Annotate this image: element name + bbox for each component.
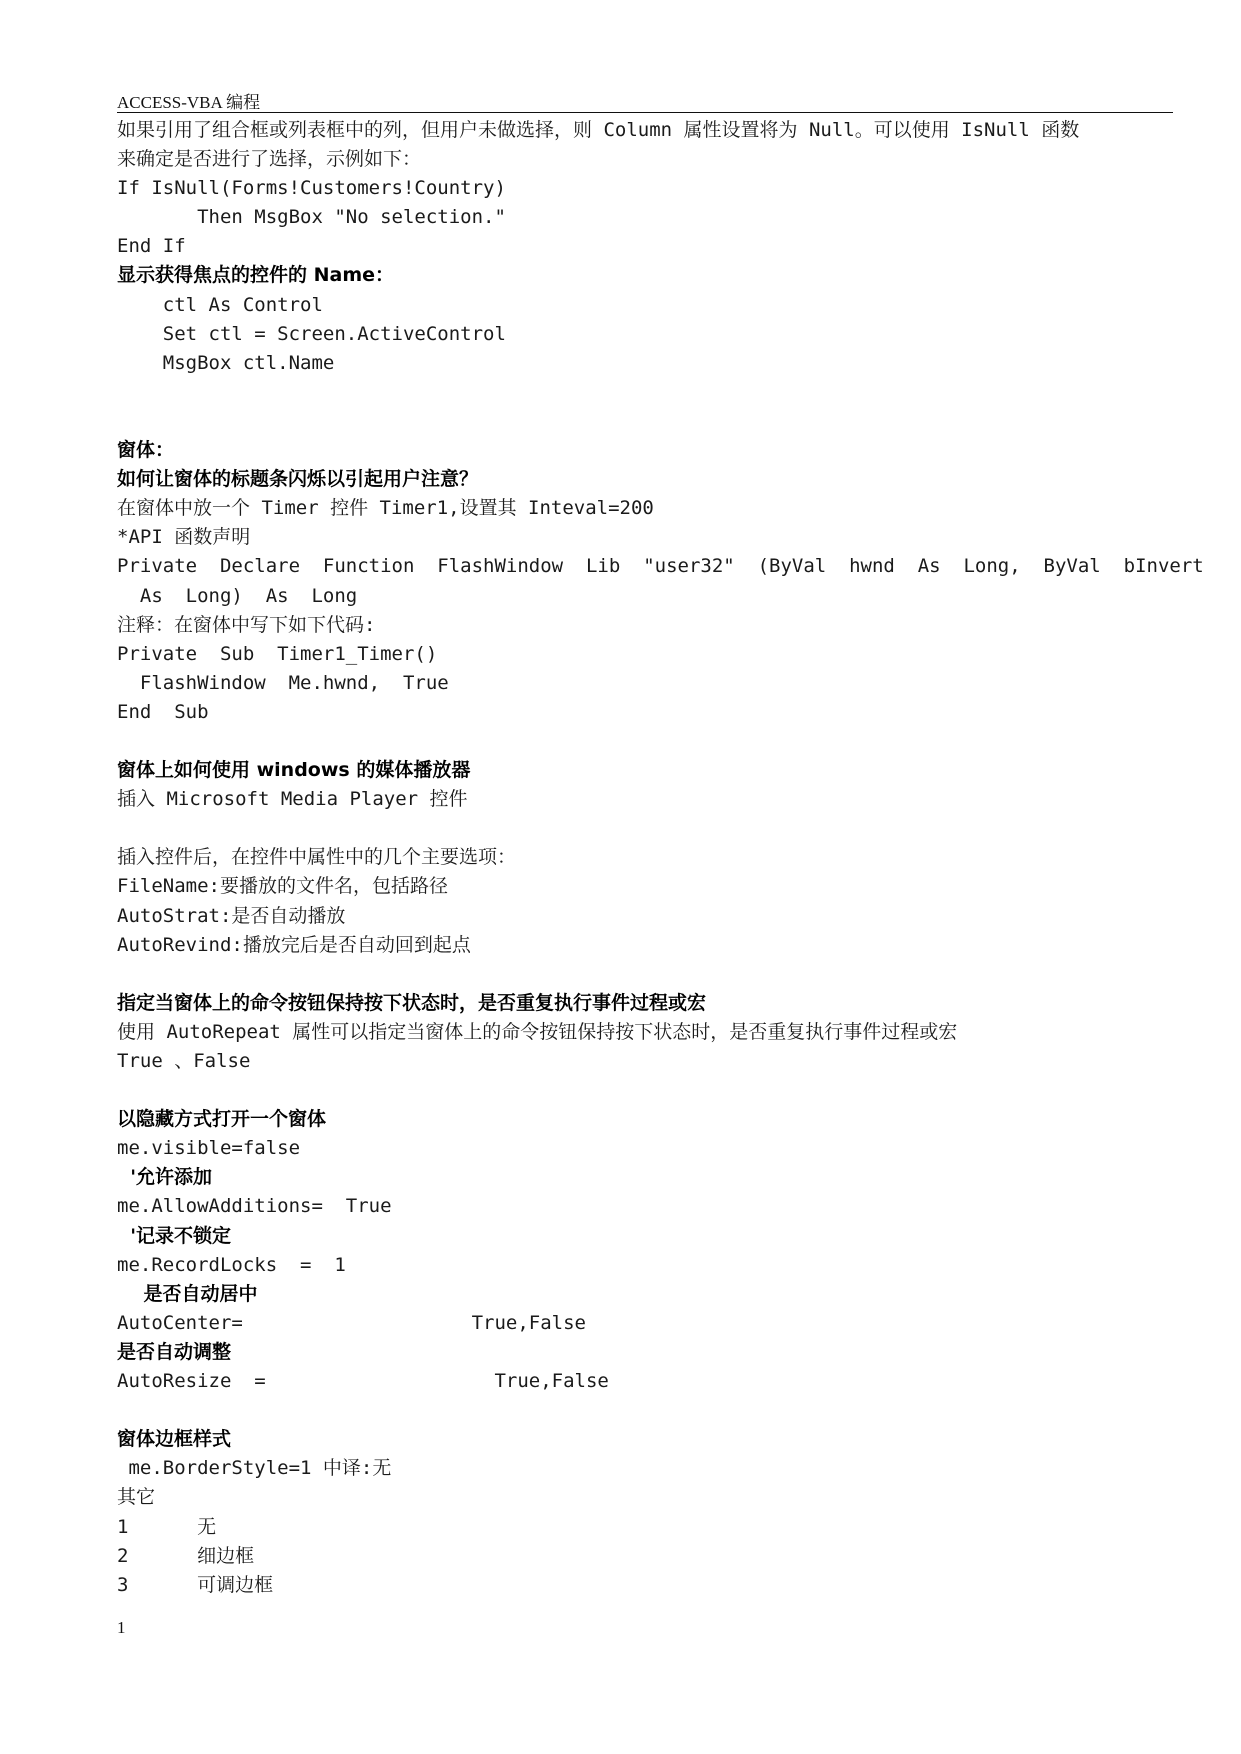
section-heading: 是否自动居中 (117, 1282, 258, 1305)
section-heading: 如何让窗体的标题条闪烁以引起用户注意？ (117, 468, 479, 491)
code-line: FlashWindow Me.hwnd, True (117, 671, 449, 694)
header-rule (117, 112, 1173, 113)
code-line: ctl As Control (117, 293, 323, 316)
text-line: 如果引用了组合框或列表框中的列，但用户未做选择，则 Column 属性设置将为 Null。可以使用 IsNull 函数 (117, 119, 1080, 141)
code-line: me.visible=false (117, 1137, 301, 1160)
section-heading: 窗体： (117, 439, 175, 462)
code-line: MsgBox ctl.Name (117, 351, 335, 374)
text-line: 使用 AutoRepeat 属性可以指定当窗体上的命令按钮保持按下状态时，是否重复执行事件过程或宏 (117, 1020, 958, 1043)
text-line: 其它 (117, 1486, 156, 1509)
page-header: ACCESS-VBA 编程 (117, 93, 261, 112)
section-heading: 指定当窗体上的命令按钮保持按下状态时，是否重复执行事件过程或宏 (117, 991, 707, 1014)
text-line: 3 可调边框 (117, 1573, 274, 1596)
code-line: End If (117, 235, 186, 258)
text-line: 来确定是否进行了选择，示例如下： (117, 148, 422, 171)
text-line: AutoStrat:是否自动播放 (117, 904, 346, 927)
text-line: True 、False (117, 1050, 251, 1072)
section-heading: 窗体上如何使用 windows 的媒体播放器 (117, 759, 471, 782)
text-line: FileName:要播放的文件名，包括路径 (117, 875, 448, 898)
text-line: 1 无 (117, 1515, 217, 1538)
text-line: 注释：在窗体中写下如下代码: (117, 613, 376, 636)
text-line: *API 函数声明 (117, 526, 251, 549)
code-line: me.AllowAdditions= True (117, 1195, 392, 1218)
code-comment: '记录不锁定 (117, 1224, 232, 1247)
code-line: AutoCenter= True,False (117, 1311, 586, 1334)
text-line: 在窗体中放一个 Timer 控件 Timer1,设置其 Inteval=200 (117, 497, 654, 520)
code-line: AutoResize = True,False (117, 1370, 609, 1393)
text-line: 插入控件后，在控件中属性中的几个主要选项： (117, 846, 517, 869)
code-line: If IsNull(Forms!Customers!Country) (117, 177, 506, 200)
code-line: Then MsgBox "No selection." (117, 206, 506, 229)
section-heading: 显示获得焦点的控件的 Name： (117, 264, 395, 287)
code-line: As Long) As Long (117, 584, 358, 607)
code-line: End Sub (117, 700, 209, 723)
section-heading: 以隐藏方式打开一个窗体 (117, 1108, 327, 1131)
code-line: Private Sub Timer1_Timer() (117, 642, 438, 665)
text-line: 2 细边框 (117, 1544, 255, 1567)
page-number: 1 (117, 1618, 126, 1637)
text-line: AutoRevind:播放完后是否自动回到起点 (117, 933, 471, 956)
code-line: Set ctl = Screen.ActiveControl (117, 322, 506, 345)
document-body (117, 116, 1204, 1600)
section-heading: 是否自动调整 (117, 1340, 232, 1363)
code-line: me.BorderStyle=1 中译:无 (117, 1457, 392, 1480)
code-comment: '允许添加 (117, 1166, 213, 1189)
section-heading: 窗体边框样式 (117, 1428, 232, 1451)
code-line: me.RecordLocks = 1 (117, 1253, 346, 1276)
code-line: Private Declare Function FlashWindow Lib "user32" (ByVal hwnd As Long, ByVal bInvert (117, 555, 1204, 578)
text-line: 插入 Microsoft Media Player 控件 (117, 788, 468, 811)
